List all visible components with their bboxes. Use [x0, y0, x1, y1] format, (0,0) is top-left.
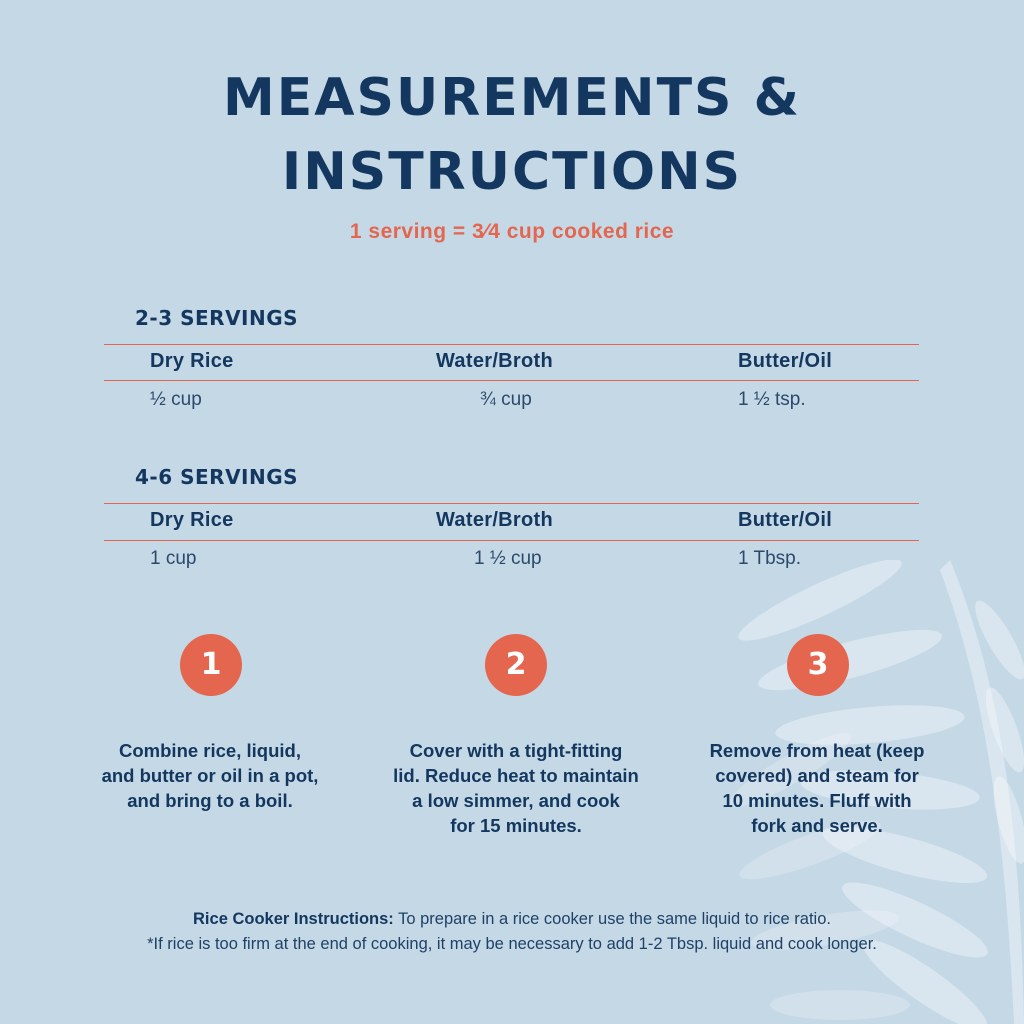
step-line: fork and serve.: [751, 815, 883, 836]
rice-cooker-text: To prepare in a rice cooker use the same liquid to rice ratio.: [393, 910, 831, 928]
rice-cooker-label: Rice Cooker Instructions:: [193, 910, 394, 928]
table-heading: 4-6 SERVINGS: [135, 465, 299, 489]
column-header-dry-rice: Dry Rice: [150, 509, 234, 531]
table-rule-top: [104, 503, 919, 504]
cell-water-broth: ¾ cup: [480, 389, 532, 410]
column-header-dry-rice: Dry Rice: [150, 350, 234, 372]
serving-size-note: 1 serving = 3⁄4 cup cooked rice: [349, 220, 675, 243]
table-heading: 2-3 SERVINGS: [135, 306, 299, 330]
step-number-badge: 3: [787, 634, 849, 696]
column-header-water-broth: Water/Broth: [436, 350, 554, 372]
rice-cooker-line-2: *If rice is too firm at the end of cooking, it may be necessary to add 1-2 Tbsp. liquid and cook longer.: [147, 935, 877, 953]
table-rule-header: [104, 540, 919, 541]
cell-butter-oil: 1 Tbsp.: [738, 548, 802, 569]
page-title-line-1: MEASUREMENTS &: [223, 68, 801, 128]
step-line: for 15 minutes.: [450, 815, 582, 836]
column-header-butter-oil: Butter/Oil: [738, 509, 833, 531]
step-line: Remove from heat (keep: [709, 740, 925, 761]
cell-dry-rice: 1 cup: [150, 548, 197, 569]
step-description: [677, 738, 957, 838]
step-line: and bring to a boil.: [127, 790, 293, 811]
step-line: covered) and steam for: [715, 765, 919, 786]
table-rule-header: [104, 380, 919, 381]
rice-cooker-line-1: [0, 907, 1024, 932]
step-line: and butter or oil in a pot,: [101, 765, 319, 786]
cell-butter-oil: 1 ½ tsp.: [738, 389, 806, 410]
step-description: [376, 738, 656, 838]
column-header-water-broth: Water/Broth: [436, 509, 554, 531]
page-title-line-2: INSTRUCTIONS: [281, 142, 743, 202]
step-line: Combine rice, liquid,: [119, 740, 301, 761]
step-number-badge: 2: [485, 634, 547, 696]
cell-water-broth: 1 ½ cup: [474, 548, 542, 569]
step-line: Cover with a tight-fitting: [409, 740, 623, 761]
table-rule-top: [104, 344, 919, 345]
cell-dry-rice: ½ cup: [150, 389, 202, 410]
step-line: a low simmer, and cook: [412, 790, 620, 811]
rice-cooker-note: [0, 907, 1024, 957]
step-number-badge: 1: [180, 634, 242, 696]
step-line: 10 minutes. Fluff with: [722, 790, 912, 811]
step-line: lid. Reduce heat to maintain: [393, 765, 639, 786]
step-description: [70, 738, 350, 813]
column-header-butter-oil: Butter/Oil: [738, 350, 833, 372]
